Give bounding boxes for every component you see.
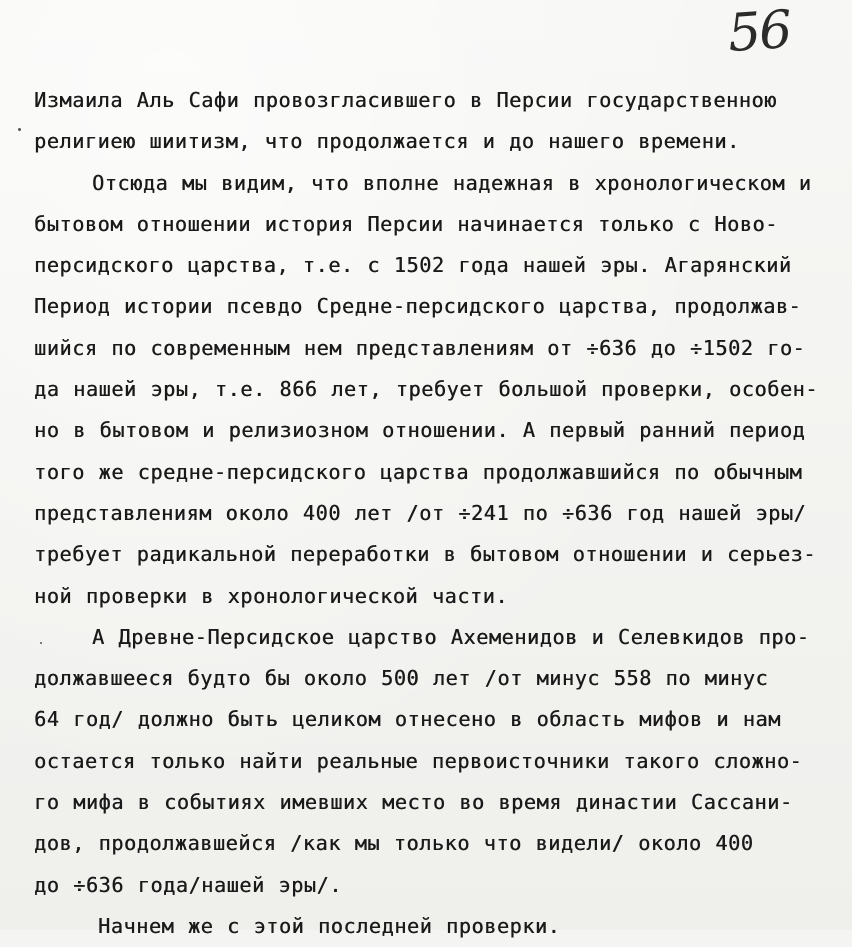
paragraph-start-line: Отсюда мы видим, что вполне надежная в хронологическом и	[92, 170, 812, 195]
text-line: Измаила Аль Сафи провозгласившего в Персии государственною	[34, 88, 777, 112]
text-line: да нашей эры, т.е. 866 лет, требует большой проверки, особен-	[34, 377, 818, 402]
text-line: персидского царства, т.е. с 1502 года нашей эры. Агарянский	[34, 253, 792, 278]
text-line: Период истории псевдо Средне-персидского царства, продолжав-	[34, 294, 802, 319]
paragraph-start-line: Начнем же с этой последней проверки.	[98, 913, 561, 938]
text-line: религиею шиитизм, что продолжается и до нашего времени.	[34, 129, 740, 154]
text-line: го мифа в событиях имевших место во время династии Сассани-	[34, 790, 793, 815]
text-line: того же средне-персидского царства продолжавшийся по обычным	[34, 459, 803, 484]
handwritten-page-number: 56	[725, 0, 793, 65]
paper-speck	[40, 642, 42, 644]
text-line: но в бытовом и релизиозном отношении. А первый ранний период	[34, 418, 806, 443]
text-line: должавшееся будто бы около 500 лет /от минус 558 по минус	[34, 666, 769, 691]
text-line: ной проверки в хронологической части.	[34, 583, 509, 608]
text-line: бытовом отношении история Персии начинается только с Ново-	[34, 211, 778, 236]
text-line: требует радикальной переработки в бытовом отношении и серьез-	[34, 542, 816, 567]
text-line: шийся по современным нем представлениям от ÷636 до ÷1502 го-	[34, 335, 806, 360]
text-line: представлениям около 400 лет /от ÷241 по ÷636 год нашей эры/	[34, 500, 807, 525]
text-line: до ÷636 года/нашей эры/.	[34, 872, 342, 897]
text-line: дов, продолжавшейся /как мы только что видели/ около 400	[34, 831, 754, 856]
body-text	[34, 80, 834, 947]
paper-speck	[18, 128, 21, 131]
text-line: остается только найти реальные первоисточники такого сложно-	[34, 748, 803, 773]
paragraph-start-line: А Древне-Персидское царство Ахеменидов и Селевкидов про-	[92, 624, 810, 649]
text-line: 64 год/ должно быть целиком отнесено в область мифов и нам	[34, 707, 781, 732]
